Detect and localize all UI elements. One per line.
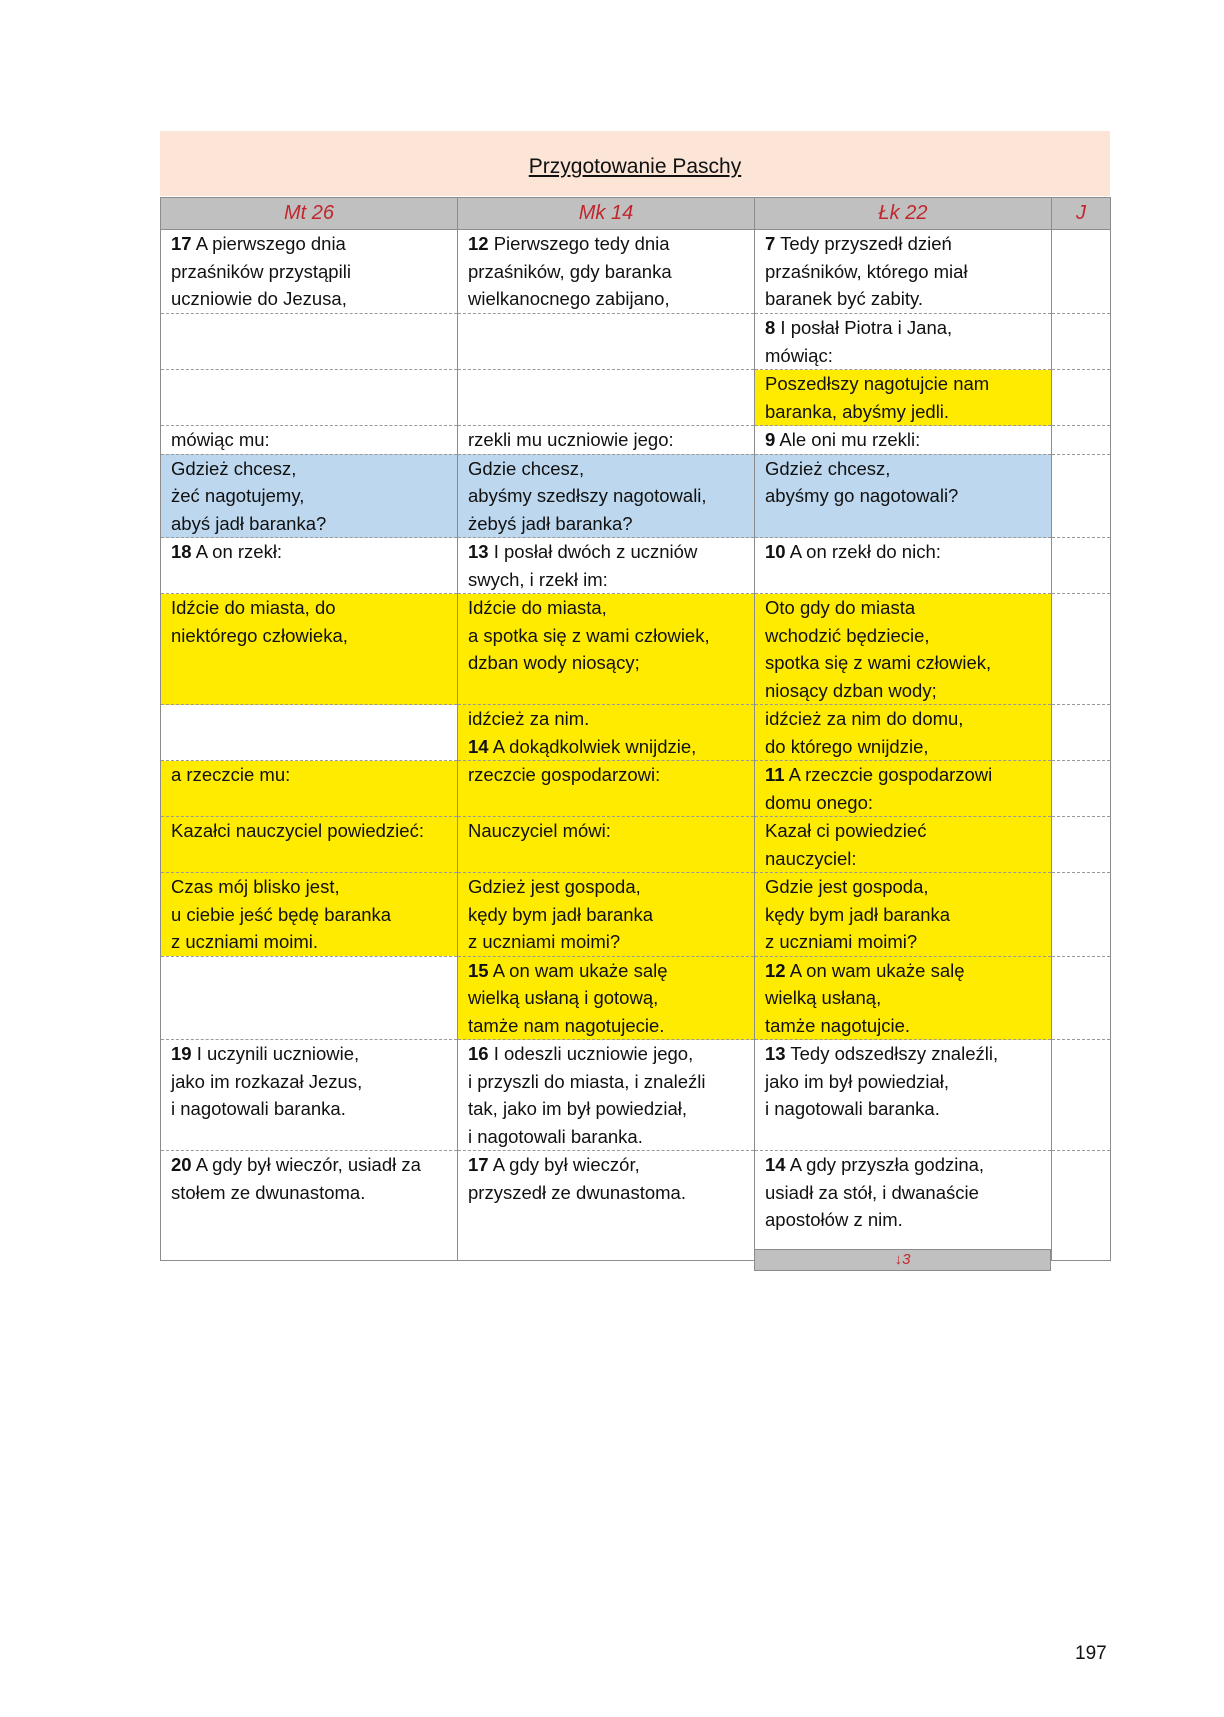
cell-lk: [755, 314, 1052, 370]
cell-mt: [161, 370, 458, 426]
cell-mt: [161, 1151, 458, 1261]
table-row: [161, 761, 1111, 817]
cell-mt: [161, 705, 458, 761]
verse-number: 12: [765, 959, 786, 981]
cell-mt: [161, 454, 458, 538]
synopsis-table: [160, 197, 1111, 1261]
column-header-lk: Łk 22: [755, 198, 1052, 230]
verse-number: 14: [765, 1154, 786, 1175]
table-row: [161, 873, 1111, 957]
cell-mt: [161, 230, 458, 314]
cell-mt: [161, 538, 458, 594]
verse-number: 19: [171, 1043, 192, 1064]
table-row: [161, 705, 1111, 761]
cell-j: [1052, 873, 1111, 957]
page-title: Przygotowanie Paschy: [528, 155, 742, 178]
verse-text: A on rzekł do nich:: [785, 541, 941, 562]
cell-mk: [458, 314, 755, 370]
cell-lk: [755, 426, 1052, 455]
cell-mt: [161, 761, 458, 817]
cell-lk: [755, 538, 1052, 594]
verse-number: 17: [171, 233, 192, 254]
header-row: [161, 198, 1111, 230]
cell-lk: [755, 230, 1052, 314]
page-number: 197: [1075, 1643, 1107, 1664]
cell-j: [1052, 761, 1111, 817]
verse-number: 12: [468, 233, 489, 254]
cell-mk: [458, 956, 755, 1040]
footnote-marker: ↓3: [754, 1249, 1051, 1271]
verse-text: A dokądkolwiek wnijdzie,: [488, 735, 697, 757]
cell-mk: [458, 454, 755, 538]
verse-number: 17: [468, 1154, 489, 1175]
verse-text: idźcież za nim do domu, do którego wnijdzie,: [765, 708, 964, 757]
cell-mk: [458, 370, 755, 426]
cell-lk: [755, 1040, 1052, 1151]
cell-lk: [755, 594, 1052, 705]
cell-mk: [458, 426, 755, 455]
cell-mk: [458, 761, 755, 817]
verse-number: 8: [765, 317, 776, 338]
table-row: [161, 370, 1111, 426]
cell-mk: [458, 1151, 755, 1261]
column-header-mk: Mk 14: [458, 198, 755, 230]
cell-mk: [458, 873, 755, 957]
cell-j: [1052, 1040, 1111, 1151]
verse-text: A pierwszego dnia przaśników przystąpili uczniowie do Jezusa,: [171, 233, 351, 309]
table-row: [161, 454, 1111, 538]
verse-number: 13: [765, 1043, 786, 1064]
cell-lk: [755, 454, 1052, 538]
verse-text: Tedy odszedłszy znaleźli, jako im był powiedział, i nagotowali baranka.: [765, 1043, 999, 1119]
verse-text: Poszedłszy nagotujcie nam baranka, abyśmy jedli.: [765, 373, 990, 422]
verse-text: Pierwszego tedy dnia przaśników, gdy baranka wielkanocnego zabijano,: [468, 233, 672, 309]
verse-text: Nauczyciel mówi:: [468, 820, 611, 841]
cell-lk: [755, 956, 1052, 1040]
verse-number: 14: [468, 735, 489, 757]
cell-j: [1052, 817, 1111, 873]
cell-j: [1052, 538, 1111, 594]
verse-text: idźcież za nim.: [468, 708, 590, 729]
cell-mt: [161, 817, 458, 873]
title-band: [160, 131, 1110, 196]
cell-lk: [755, 761, 1052, 817]
verse-text: Gdzież jest gospoda, kędy bym jadł baranka z uczniami moimi?: [468, 876, 654, 952]
cell-j: [1052, 956, 1111, 1040]
cell-mt: [161, 956, 458, 1040]
table-row: [161, 314, 1111, 370]
verse-text: Gdzie chcesz, abyśmy szedłszy nagotowali, żebyś jadł baranka?: [468, 457, 707, 534]
cell-mt: [161, 314, 458, 370]
cell-j: [1052, 230, 1111, 314]
cell-mk: [458, 817, 755, 873]
cell-lk: [755, 1151, 1052, 1261]
verse-text: A gdy był wieczór, przyszedł ze dwunastoma.: [468, 1154, 686, 1203]
table-row: [161, 538, 1111, 594]
column-header-j: J: [1052, 198, 1111, 230]
cell-j: [1052, 314, 1111, 370]
verse-number: 11: [765, 764, 785, 785]
verse-text: Idźcie do miasta, a spotka się z wami człowiek, dzban wody niosący;: [468, 597, 710, 673]
cell-lk: [755, 817, 1052, 873]
table-row: [161, 956, 1111, 1040]
verse-text: Czas mój blisko jest, u ciebie jeść będę baranka z uczniami moimi.: [171, 876, 392, 952]
cell-lk: [755, 370, 1052, 426]
cell-j: [1052, 705, 1111, 761]
verse-text: I odeszli uczniowie jego, i przyszli do miasta, i znaleźli tak, jako im był powiedział, i nagotowali baranka.: [468, 1043, 706, 1147]
verse-text: mówiąc mu:: [171, 429, 270, 450]
verse-text: I posłał Piotra i Jana, mówiąc:: [765, 317, 953, 366]
verse-text: rzekli mu uczniowie jego:: [468, 429, 674, 450]
verse-number: 18: [171, 541, 192, 562]
table-row: [161, 1040, 1111, 1151]
verse-number: 9: [765, 429, 776, 450]
verse-text: Kazałci nauczyciel powiedzieć:: [171, 820, 424, 841]
verse-text: Kazał ci powiedzieć nauczyciel:: [765, 820, 927, 869]
cell-mk: [458, 705, 755, 761]
verse-number: 7: [765, 233, 776, 254]
verse-text: Ale oni mu rzekli:: [775, 429, 921, 450]
table-row: [161, 594, 1111, 705]
verse-text: Tedy przyszedł dzień przaśników, którego miał baranek być zabity.: [765, 233, 968, 309]
cell-mk: [458, 594, 755, 705]
table-row: [161, 426, 1111, 455]
verse-text: Gdzie jest gospoda, kędy bym jadł baranka z uczniami moimi?: [765, 876, 951, 952]
verse-text: Gdzież chcesz, żeć nagotujemy, abyś jadł baranka?: [171, 457, 327, 534]
verse-text: A on wam ukaże salę wielką usłaną i gotową, tamże nam nagotujecie.: [468, 959, 668, 1036]
cell-mk: [458, 538, 755, 594]
cell-mt: [161, 873, 458, 957]
verse-text: a rzeczcie mu:: [171, 764, 291, 785]
verse-text: Oto gdy do miasta wchodzić będziecie, spotka się z wami człowiek, niosący dzban wody;: [765, 597, 992, 701]
table-row: [161, 230, 1111, 314]
cell-lk: [755, 873, 1052, 957]
cell-mt: [161, 1040, 458, 1151]
verse-text: I posłał dwóch z uczniów swych, i rzekł im:: [468, 541, 698, 590]
verse-text: Gdzież chcesz, abyśmy go nagotowali?: [765, 457, 959, 506]
verse-text: I uczynili uczniowie, jako im rozkazał Jezus, i nagotowali baranka.: [171, 1043, 363, 1119]
verse-number: 20: [171, 1154, 192, 1175]
cell-lk: [755, 705, 1052, 761]
verse-text: rzeczcie gospodarzowi:: [468, 764, 661, 785]
cell-mt: [161, 426, 458, 455]
cell-j: [1052, 426, 1111, 455]
verse-text: A gdy był wieczór, usiadł za stołem ze dwunastoma.: [171, 1154, 421, 1203]
verse-text: A gdy przyszła godzina, usiadł za stół, i dwanaście apostołów z nim.: [765, 1154, 985, 1230]
table-row: [161, 817, 1111, 873]
cell-j: [1052, 594, 1111, 705]
column-header-mt: Mt 26: [161, 198, 458, 230]
cell-j: [1052, 1151, 1111, 1261]
cell-j: [1052, 454, 1111, 538]
verse-number: 15: [468, 959, 489, 981]
verse-number: 13: [468, 541, 489, 562]
table-body: [161, 230, 1111, 1261]
verse-number: 16: [468, 1043, 489, 1064]
verse-text: A on rzekł:: [191, 541, 283, 562]
cell-j: [1052, 370, 1111, 426]
verse-text: Idźcie do miasta, do niektórego człowieka,: [171, 597, 348, 646]
verse-number: 10: [765, 541, 786, 562]
cell-mk: [458, 230, 755, 314]
table-row: [161, 1151, 1111, 1261]
cell-mk: [458, 1040, 755, 1151]
cell-mt: [161, 594, 458, 705]
verse-text: A on wam ukaże salę wielką usłaną, tamże nagotujcie.: [765, 959, 965, 1036]
verse-text: A rzeczcie gospodarzowi domu onego:: [765, 764, 993, 813]
